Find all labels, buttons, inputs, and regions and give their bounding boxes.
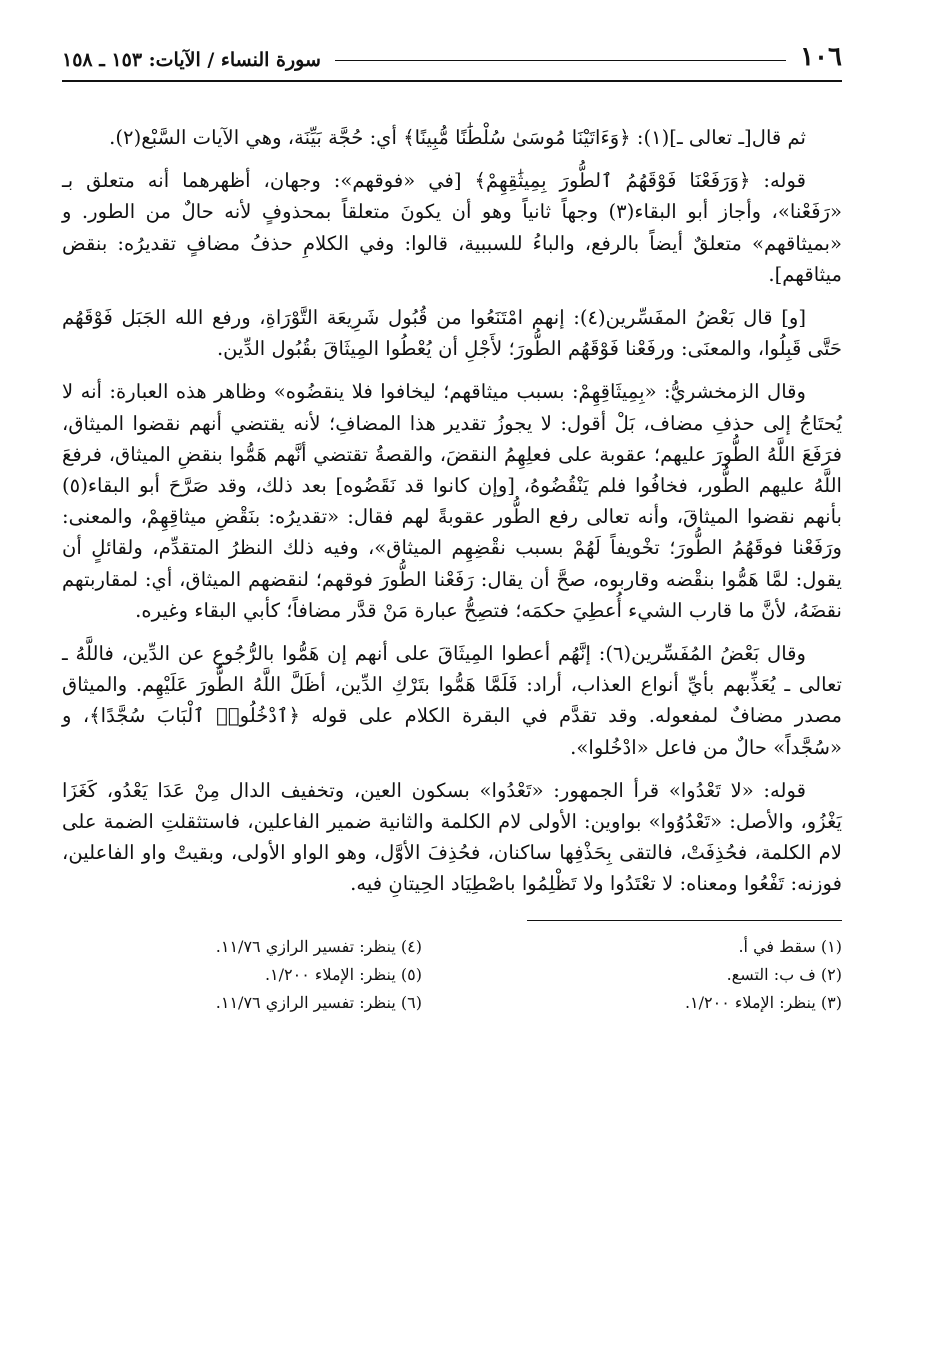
footnote: (٥) ينظر: الإملاء ١/٢٠٠. xyxy=(264,964,422,984)
footnote-divider xyxy=(527,920,842,921)
header-line xyxy=(335,60,786,61)
paragraph: قوله: ﴿وَرَفَعْنَا فَوْقَهُمُ ٱلطُّورَ بِمِيثَٰقِهِمْ﴾ [في «فوقهم»: وجهان، أظهرهما أنه متعلق بـ «رَفَعْنا»، وأجاز أبو البقاء(٣) وجهاً ثانياً وهو أن يكونَ متعلقاً بمحذوفٍ لأنه حالٌ من الطور. و «بميثاقهم» متعلقٌ أيضاً بالرفع، والباءُ للسببية، قالوا: وفي الكلامِ حذفُ مضافٍ تقديرُه: بنقض ميثاقهم]. xyxy=(62,169,843,286)
paragraph: ثم قال[ـ تعالى ـ](١): ﴿وَءَاتَيْنَا مُوسَىٰ سُلْطَٰنًا مُّبِينًا﴾ أي: حُجَّة بَيِّنَة، وهي الآيات السَّبْع(٢). xyxy=(109,126,806,149)
footnote: (٢) ف ب: التسع. xyxy=(726,964,842,984)
paragraph: وقال بَعْضُ المُفَسِّرين(٦): إنَّهُم أعطوا المِيثَاقَ على أنهم إن هَمُّوا بالرُّجُوعِ عن الدِّين، فاللَّهُ ـ تعالى ـ يُعَذِّبهم بأيِّ أنواع العذاب، أراد: فَلَمَّا هَمُّوا بتَرْكِ الدِّين، أظَلَّ اللَّهُ الطُّورَ عَلَيْهِم. والميثاق مصدر مضافٌ لمفعوله. وقد تقدَّم في البقرة الكلام على قوله ﴿ٱدْخُلُوا۟ ٱلْبَابَ سُجَّدًا﴾، و «سُجَّداً» حالٌ من فاعل «ادْخُلوا». xyxy=(62,642,842,759)
page-header xyxy=(62,28,842,70)
page-number: ١٠٦ xyxy=(800,42,842,72)
footnote: (٣) ينظر: الإملاء ١/٢٠٠. xyxy=(684,992,842,1012)
header-divider xyxy=(62,80,842,82)
footnotes-right-column xyxy=(482,933,842,1017)
book-page xyxy=(62,28,842,1017)
paragraph: وقال الزمخشريُّ: «بِمِيثَاقِهِمْ: بسبب ميثاقهم؛ ليخافوا فلا ينقضُوه» وظاهر هذه العبارة: أنه لا يُحتَاجُ إلى حذفِ مضاف، بَلْ أقول: لا يجوزُ تقدير هذا المضافِ؛ لأنه يقتضي أنهم نقضوا الميثاق، فرَفَعَ اللَّهُ الطُّورَ عليهم؛ عقوبة على فعلِهِمُ النقضَ، والقصةُ تقتضي أنَّهم هَمُّوا بنقضِ الميثاق، فرفعَ اللَّهُ عليهم الطُّور، فخافُوا فلم يَنْقُضُوهُ، [وإن كانوا قد نَقَضُوه] بعد ذلك، وقد صَرَّحَ أبو البقاء(٥) بأنهم نقضوا الميثاقَ، وأنه تعالى رفع الطُّور عقوبةً لهم فقال: «تقديرُه: بنَقْضِ ميثاقِهِمْ، والمعنى: ورَفَعْنا فوقَهُمُ الطُّورَ؛ تخْويفاً لَهُمْ بسبب نقْضِهِم الميثاق»، وفيه ذلك النظرُ المتقدِّم، ولقائلٍ أن يقول: لمَّا هَمُّوا بنقْضه وقاربوه، صحَّ أن يقال: رَفَعْنا الطُّورَ فوقهم؛ لنقضهم الميثاق، أي: لمقاربتهم نقضَهُ، لأنَّ ما قارب الشيء أُعطِيَ حكمَه؛ فتصِحُّ عبارة مَنْ قدَّر مضافاً؛ كأبي البقاء وغيره. xyxy=(62,380,842,622)
main-text xyxy=(62,122,842,900)
paragraph: قوله: «لا تَعْدُوا» قرأ الجمهور: «تَعْدُوا» بسكون العين، وتخفيف الدال مِنْ عَدَا يَعْدُو، كَغَزَا يَغْزُو، والأصل: «تَعْدُوُوا» بواوين: الأولى لام الكلمة والثانية ضمير الفاعلين، فاستثقلتِ الضمة على لام الكلمة، فحُذِفَتْ، فالتقى بِحَذْفِها ساكنان، فحُذِفَ الأوَّل، وهو الواو الأولى، وبقيتْ واو الفاعلين، فوزنه: تَفْعُوا ومعناه: لا تعْتَدُوا ولا تَظْلِمُوا باصْطِيَاد الحِيتانِ فيه. xyxy=(62,778,842,896)
footnotes xyxy=(62,933,842,1017)
paragraph: [و] قال بَعْضُ المفَسِّرين(٤): إنهم امْتَنَعُوا من قُبُول شَرِيعَة التَّوْرَاةِ، ورفع الله الجَبَل فَوْقَهُم حَتَّى قَبِلُوا، والمعنَى: ورفَعْنا فَوْقَهُم الطُّورَ؛ لأَجْلِ أن يُعْطُوا المِيثَاقَ بقُبُول الدِّين. xyxy=(62,306,842,361)
running-title: سورة النساء / الآيات: ١٥٣ ـ ١٥٨ xyxy=(62,49,321,71)
footnotes-left-column xyxy=(62,933,422,1017)
footnote: (١) سقط في أ. xyxy=(738,936,842,956)
footnote: (٤) ينظر: تفسير الرازي ١١/٧٦. xyxy=(215,936,422,956)
footnote: (٦) ينظر: تفسير الرازي ١١/٧٦. xyxy=(215,992,422,1012)
